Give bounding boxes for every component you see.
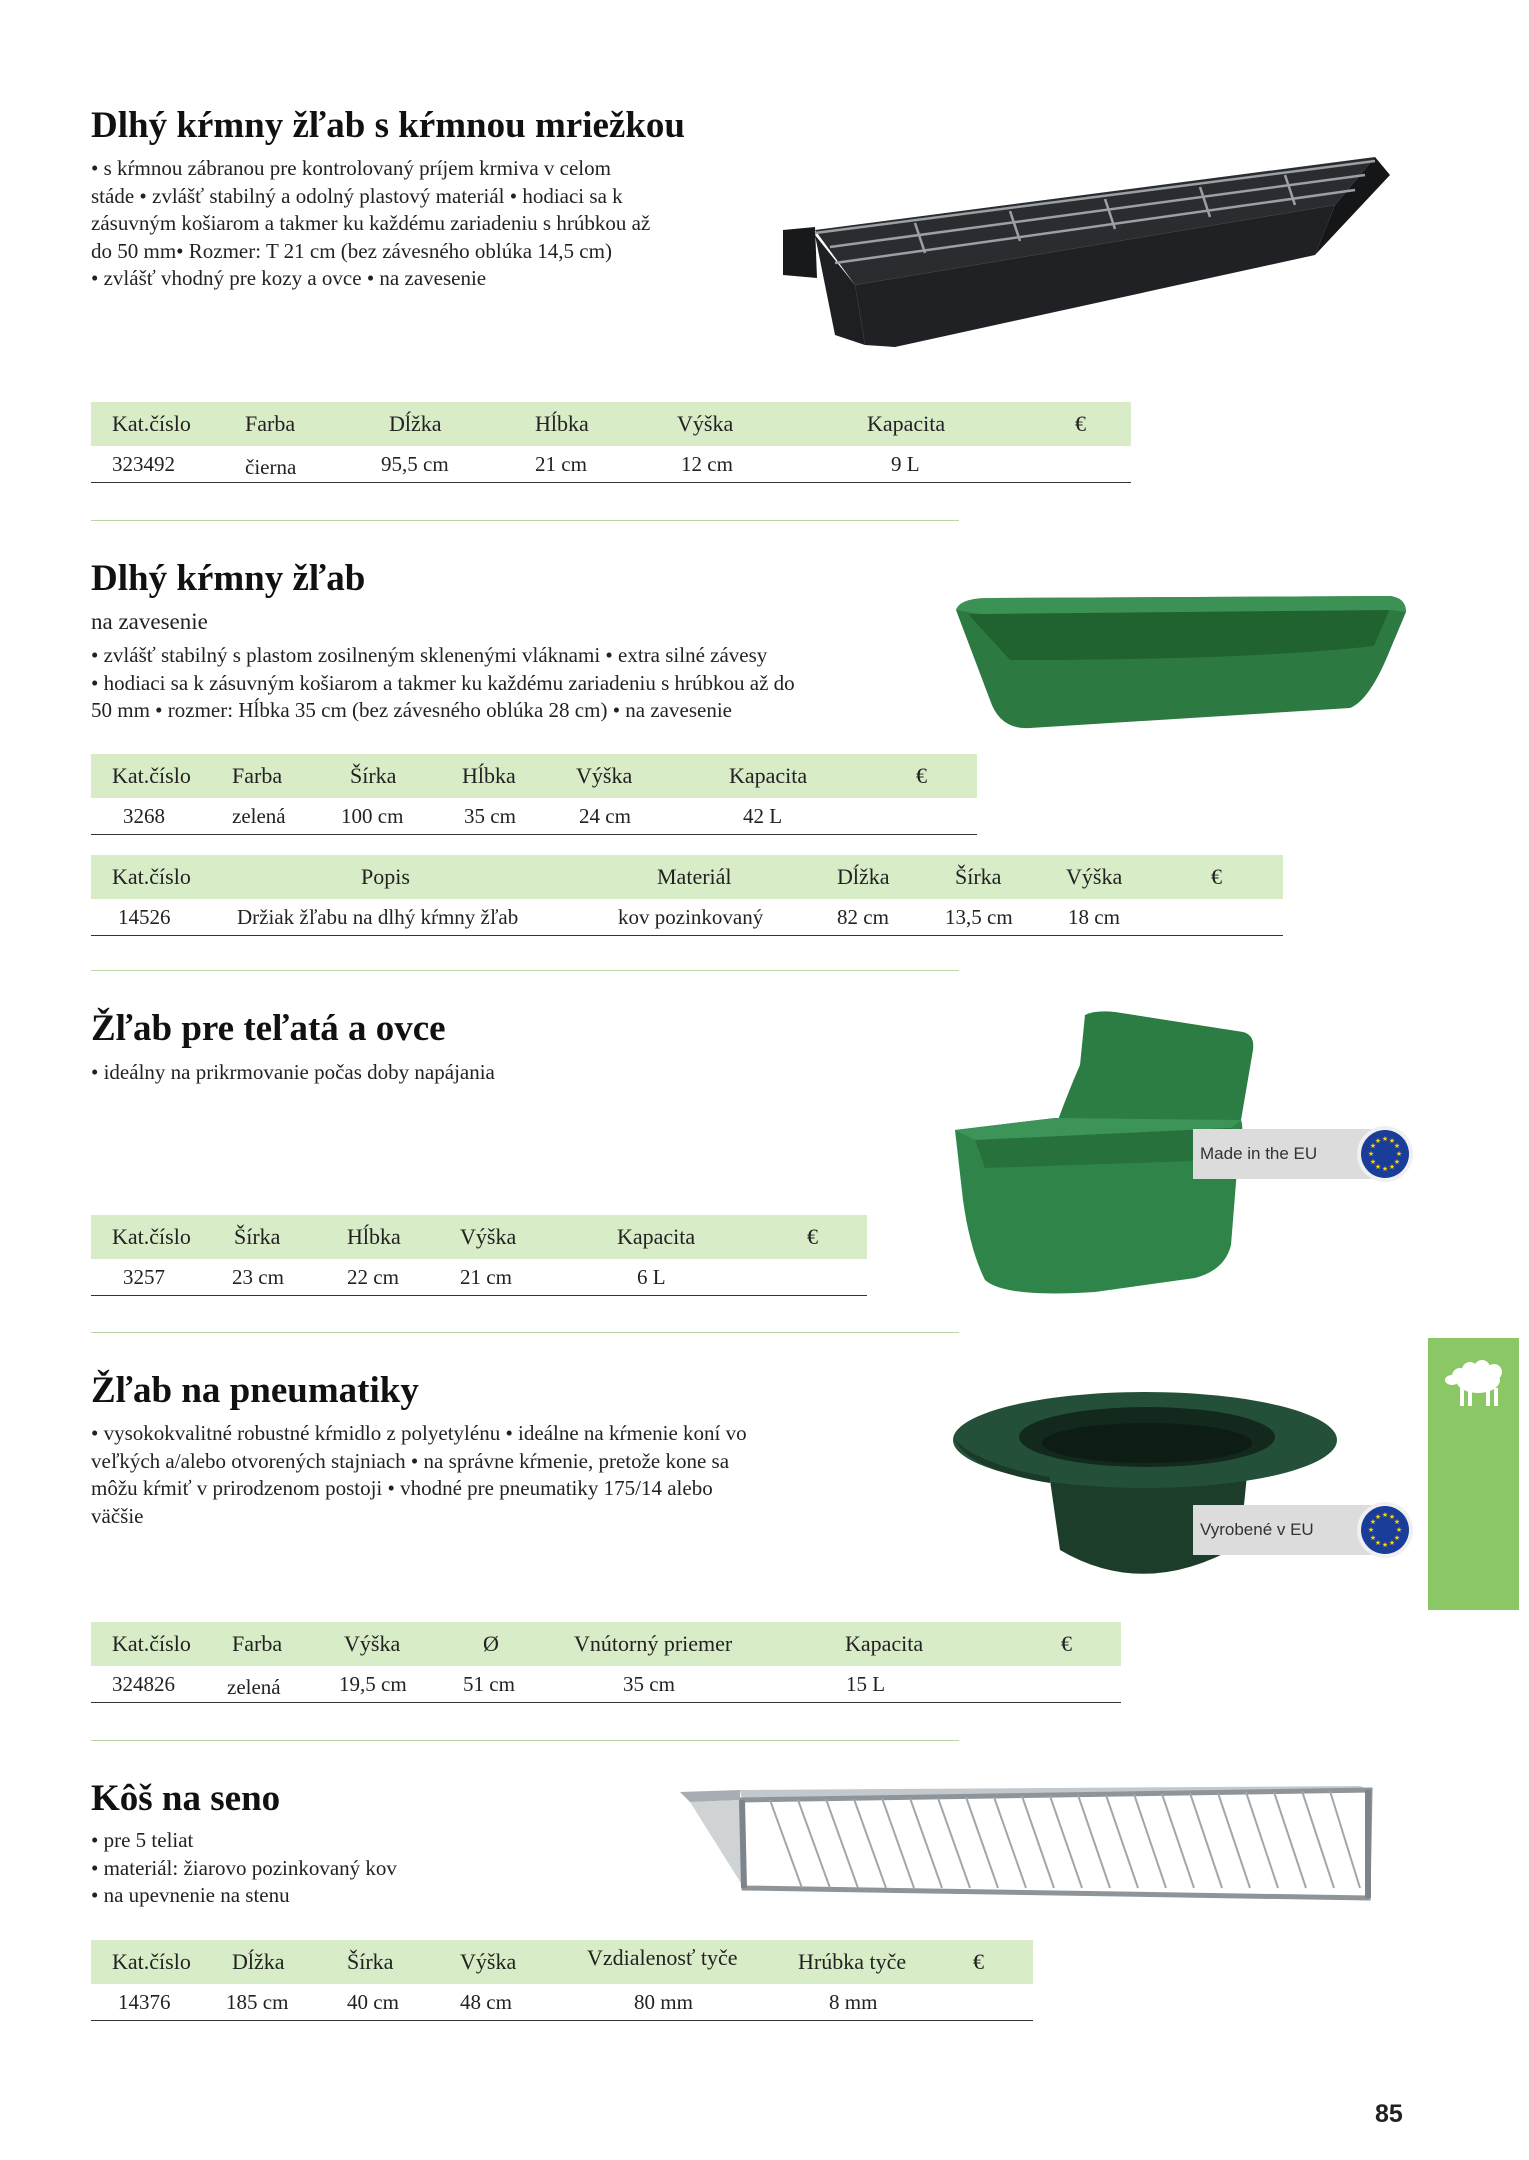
section-title: Dlhý kŕmny žľab s kŕmnou mriežkou (91, 105, 685, 146)
section-title: Dlhý kŕmny žľab (91, 558, 366, 599)
table-cell: zelená (232, 803, 286, 828)
col-header: Dĺžka (837, 864, 890, 889)
green-trough-image (950, 590, 1410, 740)
desc-line: 50 mm • rozmer: Hĺbka 35 cm (bez závesného oblúka 28 cm) • na zavesenie (91, 698, 732, 722)
col-header: Kat.číslo (112, 1224, 191, 1249)
col-header: Kapacita (867, 411, 946, 436)
col-header: Hrúbka tyče (798, 1949, 907, 1974)
table-cell: 42 L (743, 803, 783, 828)
svg-text:★: ★ (1388, 1539, 1396, 1547)
svg-text:★: ★ (1381, 1165, 1389, 1173)
desc-line: • zvlášť vhodný pre kozy a ovce • na zavesenie (91, 266, 487, 290)
desc-line: • zvlášť stabilný s plastom zosilneným sklenenými vláknami • extra silné závesy (91, 643, 768, 667)
table-cell: 100 cm (341, 803, 404, 828)
section-divider (91, 520, 959, 521)
col-header: Kapacita (729, 763, 808, 788)
col-header: Kat.číslo (112, 763, 191, 788)
col-header: Dĺžka (232, 1949, 285, 1974)
table-cell: 80 mm (634, 1989, 693, 2014)
svg-text:★: ★ (1388, 1163, 1396, 1171)
desc-line: • vysokokvalitné robustné kŕmidlo z polyetylénu • ideálne na kŕmenie koní vo (91, 1421, 747, 1445)
col-header: Šírka (955, 864, 1002, 889)
desc-line: môžu kŕmiť v prirodzenom postoji • vhodné pre pneumatiky 175/14 alebo (91, 1476, 713, 1500)
table-cell: 23 cm (232, 1264, 284, 1289)
col-header: Farba (232, 1631, 283, 1656)
col-header: Dĺžka (389, 411, 442, 436)
svg-text:★: ★ (1374, 1163, 1382, 1171)
table-header (91, 402, 1131, 446)
table-cell: 8 mm (829, 1989, 878, 2014)
table-cell: 21 cm (460, 1264, 512, 1289)
section-divider (91, 970, 959, 971)
product-table (91, 402, 1131, 483)
eu-flag-icon (1356, 1125, 1414, 1183)
svg-text:★: ★ (1374, 1137, 1382, 1145)
table-cell: 82 cm (837, 904, 889, 929)
product-description (91, 1827, 397, 1910)
eu-label-text: Made in the EU (1200, 1144, 1318, 1163)
svg-text:★: ★ (1393, 1518, 1401, 1526)
desc-line: • ideálny na prikrmovanie počas doby napájania (91, 1060, 495, 1084)
product-table (91, 1215, 867, 1296)
table-cell: 18 cm (1068, 904, 1120, 929)
svg-text:★: ★ (1395, 1526, 1403, 1534)
desc-line: • pre 5 teliat (91, 1828, 194, 1852)
col-header: Výška (677, 411, 734, 436)
table-cell: čierna (245, 454, 297, 479)
col-header: Kat.číslo (112, 411, 191, 436)
col-header: Kat.číslo (112, 1949, 191, 1974)
col-header: Popis (361, 864, 410, 889)
table-cell: 12 cm (681, 451, 733, 476)
svg-text:★: ★ (1388, 1137, 1396, 1145)
col-header: Kapacita (617, 1224, 696, 1249)
table-cell: 9 L (891, 451, 920, 476)
desc-line: • s kŕmnou zábranou pre kontrolovaný príjem krmiva v celom (91, 156, 611, 180)
table-cell: 6 L (637, 1264, 666, 1289)
tire-feeder-image (950, 1385, 1340, 1600)
eu-label-text: Vyrobené v EU (1200, 1520, 1314, 1539)
col-header: Farba (245, 411, 296, 436)
col-header: Výška (576, 763, 633, 788)
category-side-tab (1428, 1338, 1519, 1610)
col-header: Kapacita (845, 1631, 924, 1656)
svg-text:★: ★ (1393, 1158, 1401, 1166)
col-header: Materiál (657, 864, 732, 889)
table-header (91, 1215, 867, 1259)
section-title: Žľab pre teľatá a ovce (91, 1008, 446, 1049)
svg-text:★: ★ (1374, 1513, 1382, 1521)
table-cell: 48 cm (460, 1989, 512, 2014)
table-cell: kov pozinkovaný (618, 904, 764, 929)
col-header: Výška (1066, 864, 1123, 889)
section-divider (91, 1332, 959, 1333)
col-header: Výška (460, 1949, 517, 1974)
table-cell: 24 cm (579, 803, 631, 828)
col-header: Hĺbka (462, 763, 516, 788)
product-description (91, 1420, 747, 1530)
svg-text:★: ★ (1369, 1534, 1377, 1542)
col-header: Šírka (350, 763, 397, 788)
col-header: Kat.číslo (112, 1631, 191, 1656)
table-row (91, 446, 1131, 482)
table-cell: 14376 (118, 1989, 171, 2014)
table-cell: 3268 (123, 803, 165, 828)
table-cell: 40 cm (347, 1989, 399, 2014)
table-cell: 185 cm (226, 1989, 289, 2014)
sheep-icon (1444, 1358, 1510, 1410)
svg-text:★: ★ (1388, 1513, 1396, 1521)
section-title: Kôš na seno (91, 1778, 281, 1819)
col-header: Hĺbka (347, 1224, 401, 1249)
col-header: Ø (483, 1631, 499, 1656)
svg-text:★: ★ (1367, 1526, 1375, 1534)
col-header: € (916, 763, 927, 788)
made-in-eu-badge (1193, 1129, 1376, 1179)
svg-text:★: ★ (1381, 1511, 1389, 1519)
table-cell: 3257 (123, 1264, 165, 1289)
desc-line: veľkých a/alebo otvorených stajniach • na správne kŕmenie, pretože kone sa (91, 1448, 730, 1473)
svg-text:★: ★ (1369, 1158, 1377, 1166)
table-cell: 95,5 cm (381, 451, 449, 476)
col-header: € (1061, 1631, 1072, 1656)
col-header: Hĺbka (535, 411, 589, 436)
col-header: Výška (460, 1224, 517, 1249)
product-table (91, 855, 1283, 936)
table-cell: 19,5 cm (339, 1671, 407, 1696)
table-row (91, 1259, 867, 1295)
product-table (91, 754, 977, 835)
table-cell: 14526 (118, 904, 171, 929)
table-row (91, 1984, 1033, 2020)
desc-line: • materiál: žiarovo pozinkovaný kov (91, 1855, 397, 1880)
table-row (91, 899, 1283, 935)
section-divider (91, 1740, 959, 1741)
col-header: Vzdialenosť tyče (587, 1945, 738, 1970)
table-header (91, 754, 977, 798)
section-subtitle: na zavesenie (91, 609, 208, 634)
table-cell: 13,5 cm (945, 904, 1013, 929)
table-header (91, 1622, 1121, 1666)
col-header: Výška (344, 1631, 401, 1656)
svg-text:★: ★ (1381, 1541, 1389, 1549)
table-cell: 35 cm (464, 803, 516, 828)
desc-line: stáde • zvlášť stabilný a odolný plastový materiál • hodiaci sa k (91, 183, 623, 208)
page-number: 85 (1375, 2100, 1403, 2128)
svg-text:★: ★ (1374, 1539, 1382, 1547)
product-table (91, 1622, 1121, 1703)
desc-line: • hodiaci sa k zásuvným košiarom a takmer ku každému zariadeniu s hrúbkou až do (91, 670, 795, 695)
hay-rack-image (680, 1780, 1380, 1910)
table-row (91, 798, 977, 834)
desc-line: zásuvným košiarom a takmer ku každému zariadeniu s hrúbkou až (91, 211, 651, 235)
table-cell: Držiak žľabu na dlhý kŕmny žľab (237, 904, 519, 929)
table-header (91, 1940, 1033, 1984)
product-description (91, 155, 650, 293)
col-header: € (1211, 864, 1222, 889)
section-title: Žľab na pneumatiky (91, 1370, 419, 1411)
col-header: Šírka (234, 1224, 281, 1249)
table-cell: 323492 (112, 451, 175, 476)
col-header: € (1075, 411, 1086, 436)
product-table (91, 1940, 1033, 2021)
product-description (91, 1059, 495, 1087)
table-header (91, 855, 1283, 899)
table-cell: 22 cm (347, 1264, 399, 1289)
desc-line: do 50 mm• Rozmer: T 21 cm (bez závesného oblúka 14,5 cm) (91, 238, 612, 263)
svg-text:★: ★ (1367, 1150, 1375, 1158)
product-description (91, 642, 795, 725)
col-header: € (807, 1224, 818, 1249)
col-header: Kat.číslo (112, 864, 191, 889)
col-header: Vnútorný priemer (574, 1631, 733, 1656)
made-in-eu-badge (1193, 1505, 1376, 1555)
svg-text:★: ★ (1369, 1142, 1377, 1150)
table-row (91, 1666, 1121, 1702)
table-cell: 15 L (846, 1671, 886, 1696)
col-header: Farba (232, 763, 283, 788)
col-header: € (973, 1949, 984, 1974)
svg-text:★: ★ (1381, 1135, 1389, 1143)
col-header: Šírka (347, 1949, 394, 1974)
svg-text:★: ★ (1369, 1518, 1377, 1526)
table-cell: 324826 (112, 1671, 175, 1696)
desc-line: • na upevnenie na stenu (91, 1883, 290, 1907)
table-cell: 21 cm (535, 451, 587, 476)
table-cell: 51 cm (463, 1671, 515, 1696)
svg-text:★: ★ (1393, 1534, 1401, 1542)
desc-line: väčšie (91, 1503, 144, 1528)
black-trough-image (775, 135, 1390, 350)
svg-text:★: ★ (1395, 1150, 1403, 1158)
eu-flag-icon (1356, 1501, 1414, 1559)
svg-text:★: ★ (1393, 1142, 1401, 1150)
table-cell: 35 cm (623, 1671, 675, 1696)
table-cell: zelená (227, 1674, 281, 1699)
